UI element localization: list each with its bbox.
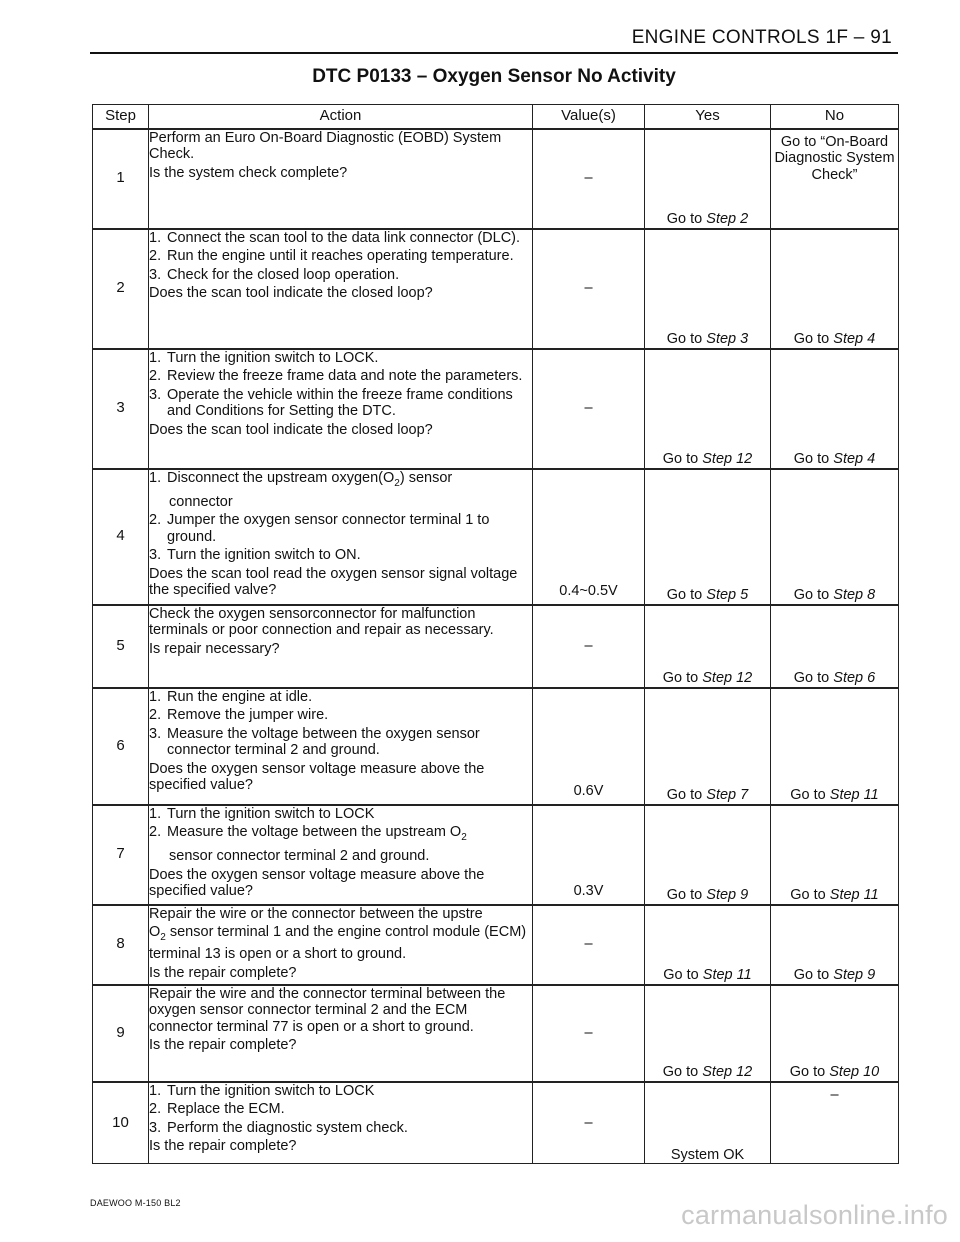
action-question: Is the repair complete?	[149, 1037, 297, 1053]
no-cell: Go to Step 8	[771, 469, 899, 605]
action-question: Is the repair complete?	[149, 964, 297, 981]
goto-step-link[interactable]: Step 9	[706, 887, 749, 903]
action-question: Does the scan tool indicate the closed loop?	[149, 421, 433, 438]
yes-cell: Go to Step 9	[645, 805, 771, 905]
action-cell	[149, 985, 533, 1082]
action-line: Repair the wire and the connector terminal between the oxygen sensor connector terminal 2 and the ECM connector terminal 77 is open or a short to ground.	[149, 985, 506, 1035]
action-item: 1. Turn the ignition switch to LOCK	[149, 805, 375, 822]
table-row	[93, 805, 899, 905]
action-item: 3. Check for the closed loop operation.	[149, 266, 400, 283]
col-header-values: Value(s)	[533, 105, 645, 129]
action-item: 3. Operate the vehicle within the freeze frame conditions and Conditions for Setting the DTC.	[149, 386, 513, 419]
yes-cell: Go to Step 11	[645, 905, 771, 985]
yes-cell	[645, 129, 771, 229]
step-number: 7	[93, 805, 149, 905]
action-item: 2. Review the freeze frame data and note the parameters.	[149, 368, 523, 384]
step-number: 5	[93, 605, 149, 688]
action-item: 1. Disconnect the upstream $oxygen(O_2)$ sensor	[149, 469, 453, 489]
goto-step-link[interactable]: Step 2	[706, 211, 749, 227]
table-header-row	[93, 105, 899, 129]
action-item-continuation: sensor connector terminal 2 and ground.	[169, 848, 430, 865]
table-row	[93, 229, 899, 349]
action-cell	[149, 349, 533, 469]
value-cell: –	[533, 985, 645, 1082]
action-cell	[149, 469, 533, 605]
value-cell: –	[533, 1082, 645, 1164]
value-cell: –	[533, 605, 645, 688]
action-item: 2. Replace the ECM.	[149, 1101, 285, 1117]
action-cell	[149, 1082, 533, 1164]
table-row	[93, 688, 899, 805]
action-item: 2. Jumper the oxygen sensor connector terminal 1 to ground.	[149, 512, 490, 545]
action-item: 2. Measure the voltage between the upstream $O_2$	[149, 824, 467, 843]
goto-step-link[interactable]: Step 5	[706, 587, 749, 603]
action-item: 3. Turn the ignition switch to ON.	[149, 547, 361, 564]
page-title: DTC P0133 – Oxygen Sensor No Activity	[312, 66, 676, 87]
goto-step-link[interactable]: Step 9	[833, 967, 876, 983]
value-cell: 0.4~0.5V	[533, 469, 645, 605]
goto-step-link[interactable]: Step 11	[829, 787, 879, 803]
action-item: 1. Connect the scan tool to the data link connector (DLC).	[149, 229, 521, 246]
action-question: Is repair necessary?	[149, 640, 280, 657]
table-row	[93, 469, 899, 605]
page-header	[90, 24, 898, 54]
col-header-yes: Yes	[645, 105, 771, 129]
watermark: carmanualsonline.info	[681, 1200, 948, 1230]
col-header-action: Action	[149, 105, 533, 129]
yes-cell: Go to Step 5	[645, 469, 771, 605]
action-question: Does the scan tool indicate the closed loop?	[149, 285, 433, 301]
goto-text[interactable]: Go to “On-Board Diagnostic System Check”	[774, 133, 895, 183]
no-cell: Go to Step 11	[771, 805, 899, 905]
footer-model-code: DAEWOO M-150 BL2	[90, 1198, 181, 1208]
action-cell	[149, 229, 533, 349]
action-question: Does the oxygen sensor voltage measure above the specified value?	[149, 760, 485, 793]
result-text: System OK	[670, 1146, 745, 1163]
no-cell: Go to Step 9	[771, 905, 899, 985]
action-item: 2. Remove the jumper wire.	[149, 707, 329, 723]
no-cell: Go to Step 6	[771, 605, 899, 688]
no-cell: Go to Step 4	[771, 229, 899, 349]
action-line: $O_2$ sensor terminal 1 and the engine control module (ECM) terminal 13 is open or a short to ground.	[149, 924, 527, 963]
no-cell: Go to Step 10	[771, 985, 899, 1082]
goto-step-link[interactable]: Step 12	[702, 451, 753, 467]
table-row	[93, 129, 899, 229]
value-cell: –	[533, 129, 645, 229]
table-row	[93, 605, 899, 688]
step-number: 8	[93, 905, 149, 985]
table-row	[93, 905, 899, 985]
no-cell: Go to Step 4	[771, 349, 899, 469]
step-number: 9	[93, 985, 149, 1082]
action-item: 1. Run the engine at idle.	[149, 688, 313, 705]
value-cell: –	[533, 905, 645, 985]
value-cell: 0.3V	[533, 805, 645, 905]
action-line: Repair the wire or the connector between the upstre	[149, 905, 483, 922]
goto-step-link[interactable]: Step 12	[702, 670, 753, 686]
goto-step-link[interactable]: Step 11	[829, 887, 879, 903]
action-cell	[149, 605, 533, 688]
step-number: 4	[93, 469, 149, 605]
goto-step-link[interactable]: Step 10	[829, 1064, 880, 1080]
goto-prefix: Go to	[666, 211, 703, 227]
action-item: 1. Turn the ignition switch to LOCK.	[149, 349, 379, 366]
no-cell	[771, 129, 899, 229]
no-cell: Go to Step 11	[771, 688, 899, 805]
goto-step-link[interactable]: Step 4	[833, 331, 876, 347]
yes-cell: Go to Step 12	[645, 605, 771, 688]
result-text: –	[830, 1086, 839, 1103]
step-number: 3	[93, 349, 149, 469]
step-number: 2	[93, 229, 149, 349]
action-item: 2. Run the engine until it reaches operating temperature.	[149, 248, 514, 264]
action-question: Does the oxygen sensor voltage measure above the specified value?	[149, 866, 485, 900]
table-row	[93, 985, 899, 1082]
step-number: 10	[93, 1082, 149, 1164]
goto-step-link[interactable]: Step 7	[706, 787, 749, 803]
goto-step-link[interactable]: Step 12	[702, 1064, 753, 1080]
yes-cell: Go to Step 12	[645, 349, 771, 469]
goto-step-link[interactable]: Step 4	[833, 451, 876, 467]
col-header-no: No	[771, 105, 899, 129]
value-cell: –	[533, 349, 645, 469]
action-cell	[149, 905, 533, 985]
goto-step-link[interactable]: Step 11	[702, 967, 752, 983]
action-question: Does the scan tool read the oxygen sensor signal voltage the specified valve?	[149, 565, 518, 599]
value-cell: 0.6V	[533, 688, 645, 805]
yes-cell: Go to Step 7	[645, 688, 771, 805]
section-header: ENGINE CONTROLS 1F – 91	[631, 27, 892, 48]
action-line: Check the oxygen sensorconnector for malfunction terminals or poor connection and repair as necessary.	[149, 605, 494, 638]
goto-step-link[interactable]: Step 8	[833, 587, 876, 603]
value-cell: –	[533, 229, 645, 349]
action-question: Is the system check complete?	[149, 164, 348, 181]
action-cell	[149, 805, 533, 905]
diagnostic-table	[92, 104, 899, 1164]
col-header-step: Step	[93, 105, 149, 129]
goto-step-link[interactable]: Step 6	[833, 670, 876, 686]
action-item: 1. Turn the ignition switch to LOCK	[149, 1082, 375, 1099]
yes-cell	[645, 1082, 771, 1164]
step-number: 6	[93, 688, 149, 805]
table-row	[93, 1082, 899, 1164]
action-item: 3. Measure the voltage between the oxygen sensor connector terminal 2 and ground.	[149, 725, 480, 758]
table-row	[93, 349, 899, 469]
yes-cell: Go to Step 3	[645, 229, 771, 349]
goto-step-link[interactable]: Step 3	[706, 331, 749, 347]
action-item: 3. Perform the diagnostic system check.	[149, 1119, 408, 1136]
action-question: Is the repair complete?	[149, 1138, 297, 1154]
step-number: 1	[93, 129, 149, 229]
action-item-continuation: connector	[169, 493, 233, 510]
no-cell	[771, 1082, 899, 1164]
yes-cell: Go to Step 12	[645, 985, 771, 1082]
action-cell	[149, 688, 533, 805]
action-line: Perform an Euro On-Board Diagnostic (EOBD) System Check.	[149, 129, 502, 162]
action-cell	[149, 129, 533, 229]
